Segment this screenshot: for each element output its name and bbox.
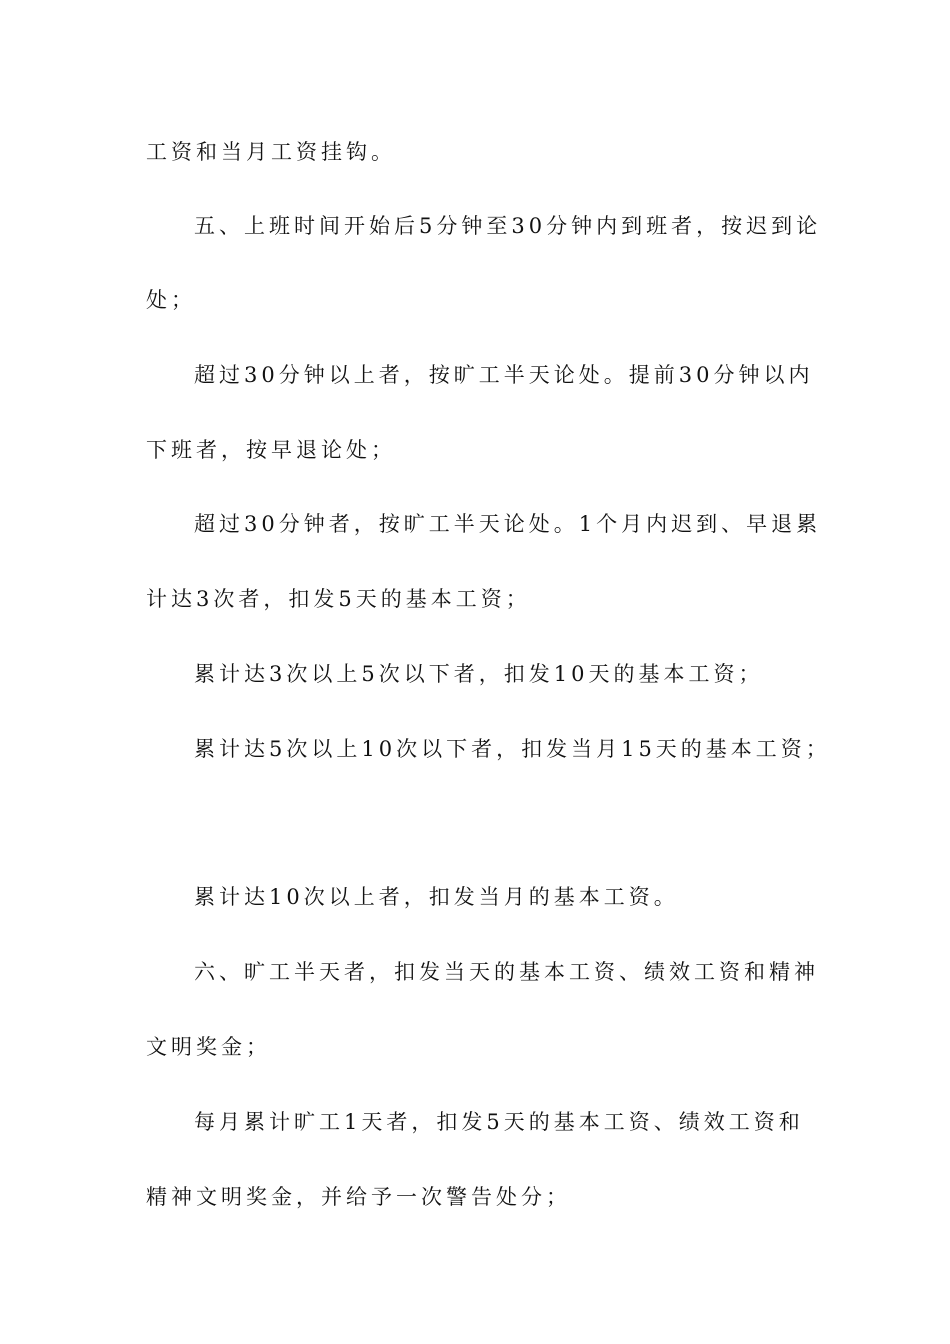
text-line: 五、上班时间开始后5分钟至30分钟内到班者，按迟到论 — [194, 214, 822, 238]
text-line: 每月累计旷工1天者，扣发5天的基本工资、绩效工资和 — [194, 1110, 804, 1134]
text-line: 处； — [146, 288, 196, 312]
text-line: 下班者，按早退论处； — [146, 438, 396, 462]
text-line: 工资和当月工资挂钩。 — [146, 140, 396, 164]
text-line: 精神文明奖金，并给予一次警告处分； — [146, 1185, 571, 1209]
text-line: 累计达5次以上10次以下者，扣发当月15天的基本工资； — [194, 737, 831, 761]
text-line: 计达3次者，扣发5天的基本工资； — [146, 587, 531, 611]
text-line: 文明奖金； — [146, 1035, 271, 1059]
text-line: 超过30分钟以上者，按旷工半天论处。提前30分钟以内 — [194, 363, 814, 387]
text-line: 超过30分钟者，按旷工半天论处。1个月内迟到、早退累 — [194, 512, 822, 536]
text-line: 六、旷工半天者，扣发当天的基本工资、绩效工资和精神 — [194, 960, 819, 984]
text-line: 累计达10次以上者，扣发当月的基本工资。 — [194, 885, 679, 909]
text-line: 累计达3次以上5次以下者，扣发10天的基本工资； — [194, 662, 764, 686]
